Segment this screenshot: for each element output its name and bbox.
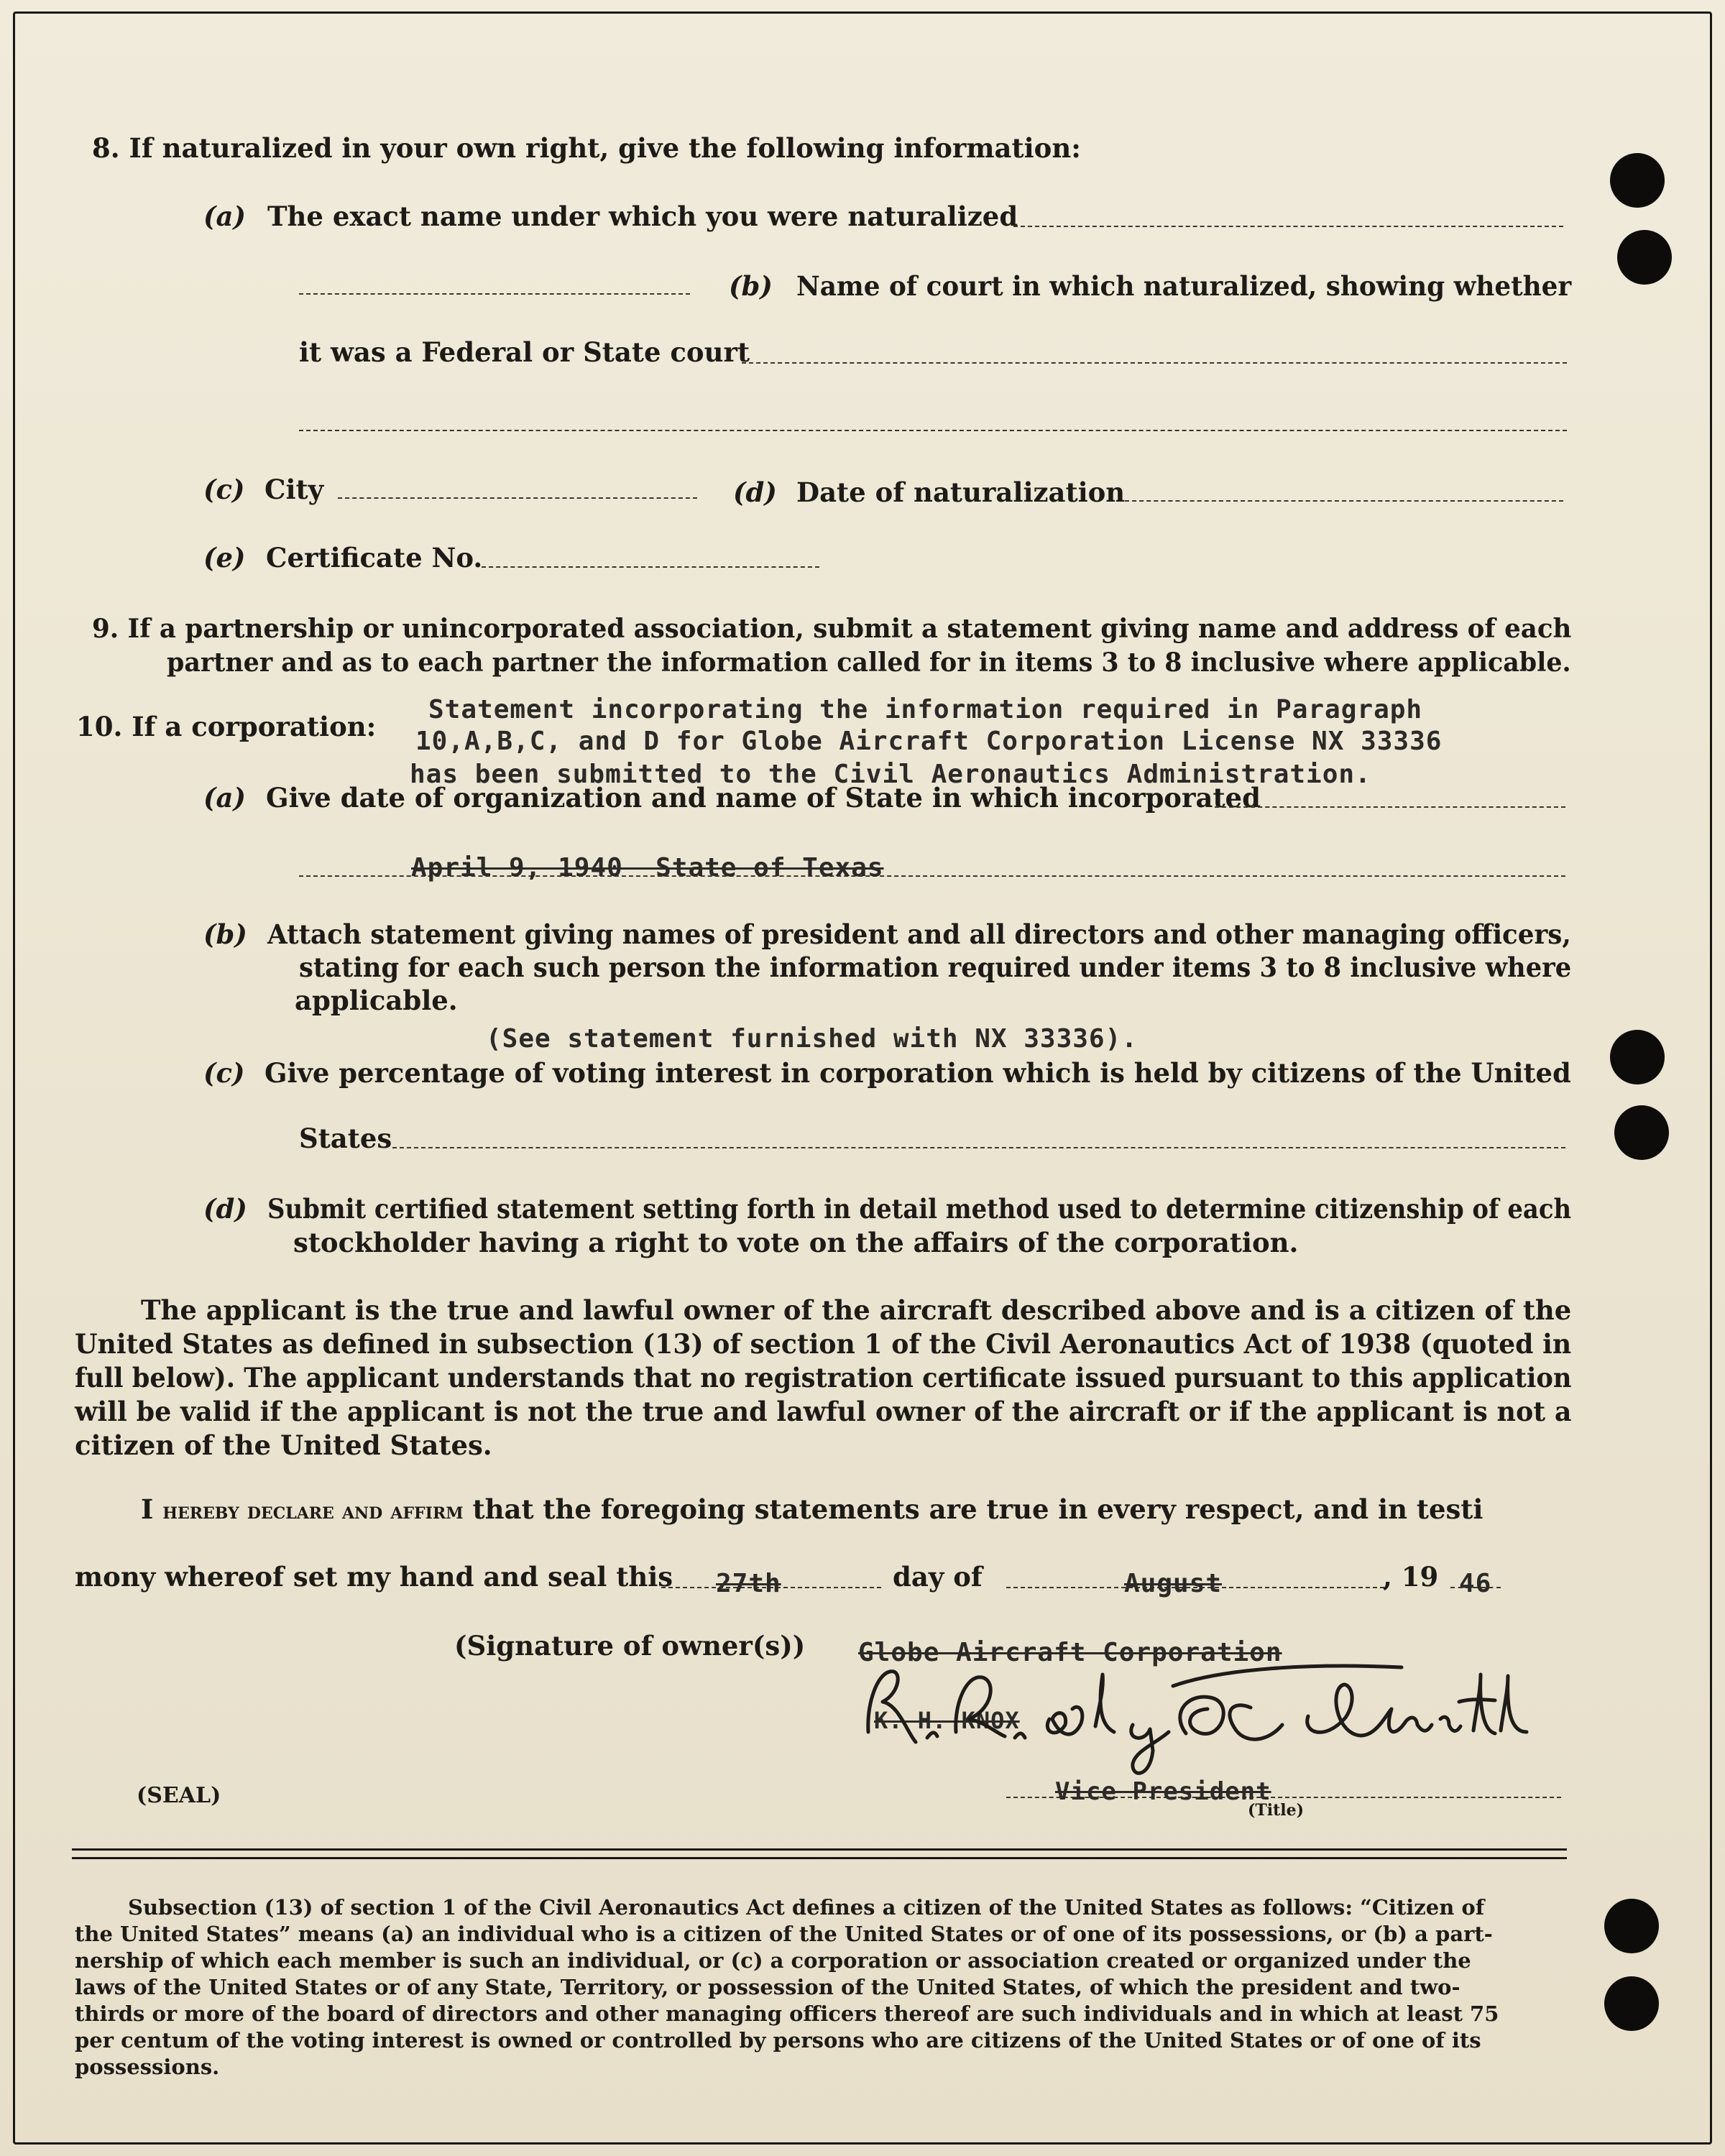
punch-hole-1 — [1610, 153, 1665, 208]
punch-hole-4 — [1614, 1105, 1669, 1160]
item-10a-label: (a) — [203, 782, 246, 814]
ownership-line-1: The applicant is the true and lawful owner of the aircraft described above and is a citizen of the — [141, 1294, 1572, 1326]
declaration-line-2: mony whereof set my hand and seal this — [75, 1561, 673, 1593]
item-10b-label: (b) — [203, 918, 247, 950]
item-10b-line-1: Attach statement giving names of president and all directors and other managing officers, — [267, 918, 1571, 950]
item-8e-label: (e) — [203, 542, 246, 573]
item-10c-line-1: Give percentage of voting interest in corporation which is held by citizens of the United — [264, 1057, 1571, 1089]
divider-bottom — [72, 1857, 1567, 1859]
item-10d-line-2: stockholder having a right to vote on the affairs of the corporation. — [293, 1227, 1299, 1258]
item-10c-line-2: States — [299, 1123, 392, 1154]
year-value: 46 — [1459, 1569, 1492, 1598]
item-8-heading: 8. If naturalized in your own right, give the following information: — [92, 132, 1081, 164]
item-10c-label: (c) — [203, 1057, 245, 1089]
divider-top — [72, 1848, 1567, 1851]
punch-hole-5 — [1604, 1899, 1659, 1953]
ownership-line-4: will be valid if the applicant is not the true and lawful owner of the aircraft or if the applicant is not a — [75, 1396, 1572, 1427]
punch-hole-2 — [1617, 230, 1672, 285]
see-statement-note: (See statement furnished with NX 33336). — [486, 1024, 1138, 1054]
ownership-line-3: full below). The applicant understands that no registration certificate issued pursuant to this application — [75, 1362, 1572, 1393]
declaration-caps: hereby declare and affirm — [162, 1497, 464, 1524]
month-value: August — [1124, 1569, 1223, 1598]
item-8c-text: City — [264, 474, 324, 505]
signature-company: Globe Aircraft Corporation — [858, 1638, 1282, 1667]
item-8d-text: Date of naturalization — [796, 476, 1126, 508]
day-value: 27th — [716, 1569, 781, 1598]
year-prefix: , 19 — [1383, 1561, 1439, 1593]
item-9-line-1: 9. If a partnership or unincorporated association, submit a statement giving name and address of each — [92, 614, 1572, 644]
item-8c-label: (c) — [203, 474, 245, 505]
incorporation-value: April 9, 1940 State of Texas — [411, 853, 884, 883]
footnote-line-5: thirds or more of the board of directors and other managing officers thereof are such individuals and in which at least 75 — [75, 2001, 1499, 2026]
item-9-line-2: partner and as to each partner the information called for in items 3 to 8 inclusive where applicable. — [167, 648, 1571, 678]
item-8b-text-2: it was a Federal or State court — [299, 336, 750, 368]
certificate-number-field[interactable] — [482, 566, 819, 568]
naturalized-name-field-cont[interactable] — [299, 293, 690, 295]
item-10b-line-3: applicable. — [295, 985, 458, 1016]
declaration-rest: that the foregoing statements are true in every respect, and in testi — [463, 1493, 1484, 1525]
handwritten-signature — [848, 1624, 1552, 1782]
footnote-line-4: laws of the United States or of any State, Territory, or possession of the United States, of which the president and two- — [75, 1975, 1460, 1999]
footnote-line-6: per centum of the voting interest is owned or controlled by persons who are citizens of the United States or of one of its — [75, 2028, 1481, 2053]
naturalization-date-field[interactable] — [1125, 500, 1563, 502]
title-value: Vice President — [1055, 1777, 1271, 1806]
item-8b-text: Name of court in which naturalized, showing whether — [796, 270, 1572, 302]
court-field[interactable] — [742, 362, 1567, 364]
item-10-heading: 10. If a corporation: — [76, 711, 377, 742]
seal-label: (SEAL) — [137, 1783, 221, 1808]
court-field-cont[interactable] — [299, 430, 1567, 431]
ownership-line-2: United States as defined in subsection (13) of section 1 of the Civil Aeronautics Act of 1938 (quoted in — [75, 1328, 1572, 1360]
punch-hole-6 — [1604, 1976, 1659, 2031]
footnote-line-7: possessions. — [75, 2055, 220, 2079]
declaration-prefix: I — [141, 1493, 163, 1525]
item-8e-text: Certificate No. — [266, 542, 483, 573]
typed-statement-line-1: Statement incorporating the information required in Paragraph — [428, 695, 1423, 724]
naturalized-name-field[interactable] — [1013, 226, 1563, 227]
item-10d-line-1: Submit certified statement setting forth in detail method used to determine citizenship of each — [267, 1193, 1572, 1225]
punch-hole-3 — [1610, 1030, 1665, 1084]
voting-percentage-field[interactable] — [392, 1147, 1565, 1148]
item-8b-label: (b) — [729, 270, 773, 302]
title-caption: (Title) — [1248, 1801, 1305, 1820]
city-field[interactable] — [338, 497, 697, 499]
incorporation-field[interactable] — [1215, 806, 1565, 808]
footnote-line-2: the United States” means (a) an individual who is a citizen of the United States or of one of its possessions, or (b) a part- — [75, 1922, 1493, 1946]
item-10a-text: Give date of organization and name of State in which incorporated — [266, 782, 1261, 814]
typed-statement-line-3: has been submitted to the Civil Aeronautics Administration. — [410, 760, 1371, 789]
signature-label: (Signature of owner(s)) — [454, 1630, 806, 1662]
typed-statement-line-2: 10,A,B,C, and D for Globe Aircraft Corporation License NX 33336 — [415, 727, 1443, 756]
footnote-line-1: Subsection (13) of section 1 of the Civil Aeronautics Act defines a citizen of the United States as follows: “Citizen of — [128, 1895, 1485, 1920]
item-8a-text: The exact name under which you were naturalized — [267, 201, 1018, 232]
item-10b-line-2: stating for each such person the information required under items 3 to 8 inclusive where — [299, 952, 1572, 983]
item-10d-label: (d) — [203, 1193, 247, 1225]
item-8a-label: (a) — [203, 201, 246, 232]
signature-name: K. H. KNOX — [874, 1707, 1020, 1734]
ownership-line-5: citizen of the United States. — [75, 1429, 492, 1461]
item-8d-label: (d) — [733, 476, 777, 508]
footnote-line-3: nership of which each member is such an individual, or (c) a corporation or association created or organized under the — [75, 1948, 1471, 1973]
declaration-line-1 — [141, 1493, 1484, 1525]
day-of-label: day of — [893, 1561, 983, 1593]
